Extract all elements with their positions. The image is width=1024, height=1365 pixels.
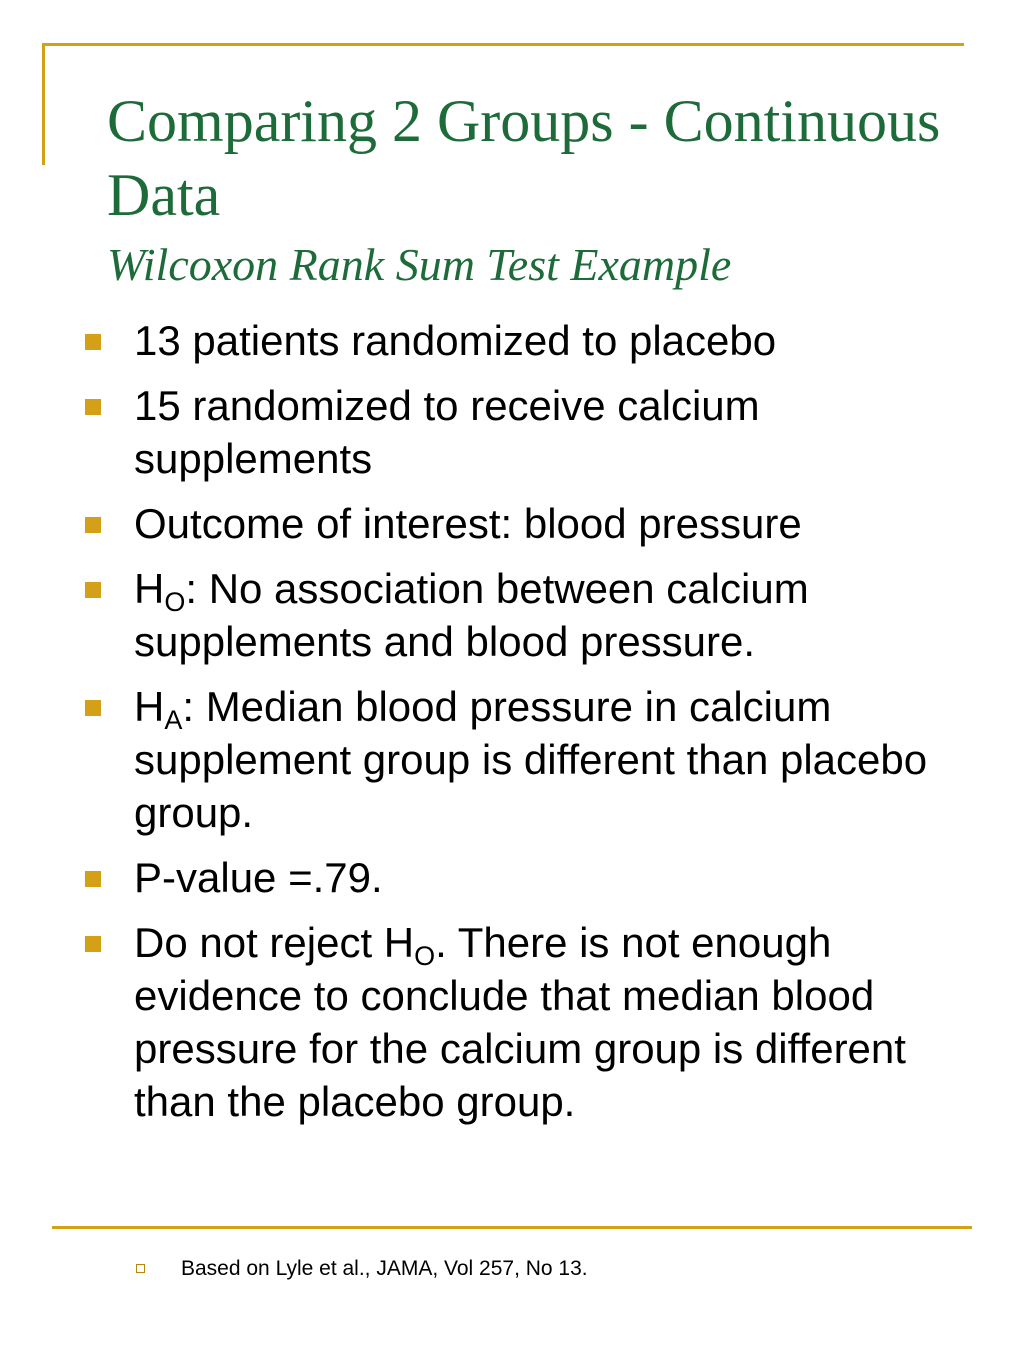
bullet-item — [85, 562, 985, 668]
bullet-list — [85, 314, 985, 1140]
bullet-text-prefix: Do not reject H — [134, 919, 415, 966]
bullet-item — [85, 379, 985, 485]
bullet-text-suffix: . There is not enough evidence to conclude that median blood pressure for the calcium group is different than the placebo group. — [134, 919, 906, 1125]
bullet-text-suffix: : Median blood pressure in calcium supplement group is different than placebo group. — [134, 683, 928, 836]
bullet-text-prefix: H — [134, 683, 165, 730]
bullet-item — [85, 314, 985, 367]
square-bullet-icon — [85, 517, 101, 533]
slide-title: Comparing 2 Groups - Continuous Data — [107, 88, 941, 228]
bullet-text-prefix: H — [134, 565, 165, 612]
square-bullet-icon — [85, 399, 101, 415]
bottom-rule — [52, 1226, 972, 1229]
bullet-text: P-value =.79. — [134, 854, 383, 901]
footnote — [136, 1255, 588, 1283]
square-bullet-icon — [85, 582, 101, 598]
left-rule — [42, 43, 45, 165]
bullet-text-suffix: : No association between calcium supplements and blood pressure. — [134, 565, 809, 665]
hollow-square-bullet-icon — [136, 1264, 145, 1273]
top-rule — [42, 43, 964, 46]
bullet-item — [85, 680, 985, 839]
bullet-item — [85, 851, 985, 904]
bullet-text: 15 randomized to receive calcium supplements — [134, 382, 760, 482]
footnote-text: Based on Lyle et al., JAMA, Vol 257, No 13. — [181, 1257, 588, 1280]
bullet-item — [85, 497, 985, 550]
subscript: A — [164, 705, 183, 735]
square-bullet-icon — [85, 334, 101, 350]
square-bullet-icon — [85, 700, 101, 716]
bullet-text: Outcome of interest: blood pressure — [134, 500, 802, 547]
bullet-item — [85, 916, 985, 1128]
square-bullet-icon — [85, 871, 101, 887]
subscript: O — [164, 587, 186, 617]
slide-subtitle: Wilcoxon Rank Sum Test Example — [107, 239, 732, 290]
subscript: O — [414, 941, 436, 971]
bullet-text: 13 patients randomized to placebo — [134, 317, 777, 364]
square-bullet-icon — [85, 936, 101, 952]
